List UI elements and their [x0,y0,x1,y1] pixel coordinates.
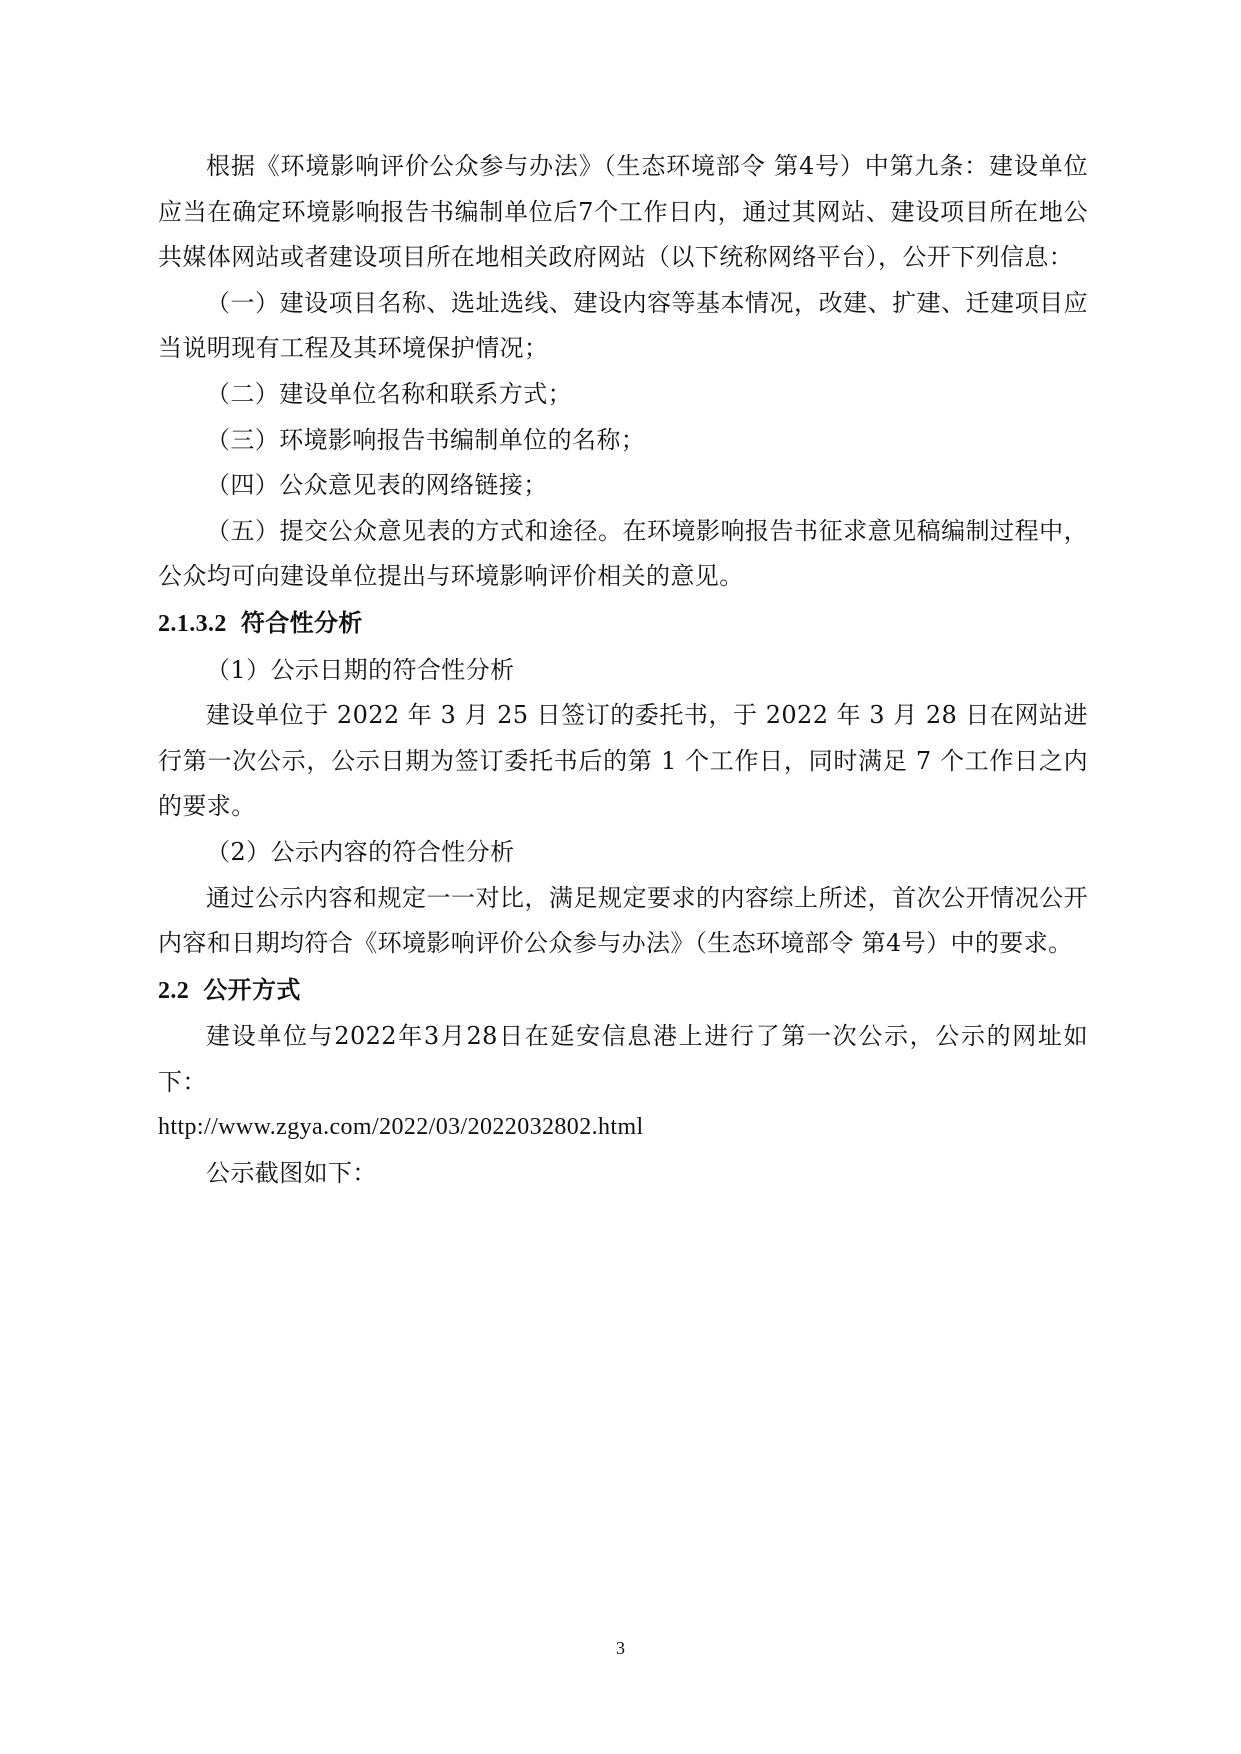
section-heading-conformity [158,600,1088,648]
paragraph-item-1: （一）建设项目名称、选址选线、建设内容等基本情况，改建、扩建、迁建项目应当说明现有工程及其环境保护情况； [158,288,1088,363]
section-title: 符合性分析 [240,607,363,637]
page-content [158,144,1088,1197]
paragraph-date-analysis: 建设单位于 2022 年 3 月 25 日签订的委托书，于 2022 年 3 月 28 日在网站进行第一次公示，公示日期为签订委托书后的第 1 个工作日，同时满足 7 个工作日之内的要求。 [158,701,1088,821]
paragraph-item-5: （五）提交公众意见表的方式和途径。在环境影响报告书征求意见稿编制过程中，公众均可向建设单位提出与环境影响评价相关的意见。 [158,516,1088,591]
page-number: 3 [616,1638,625,1658]
paragraph-subheading-date: （1）公示日期的符合性分析 [206,655,515,684]
section-title: 公开方式 [203,974,301,1004]
paragraph-disclosure: 建设单位与2022年3月28日在延安信息港上进行了第一次公示，公示的网址如下： [158,1022,1088,1096]
paragraph-screenshot-intro: 公示截图如下： [206,1159,377,1188]
section-heading-disclosure [158,967,1088,1015]
paragraph-legal-basis: 根据《环境影响评价公众参与办法》（生态环境部令 第4号）中第九条：建设单位应当在确定环境影响报告书编制单位后7个工作日内，通过其网站、建设项目所在地公共媒体网站或者建设项目所在地相关政府网站（以下统称网络平台），公开下列信息： [158,152,1088,272]
section-number: 2.2 [158,977,190,1004]
paragraph-item-2: （二）建设单位名称和联系方式； [206,379,572,408]
paragraph-item-3: （三）环境影响报告书编制单位的名称； [206,425,646,454]
paragraph-content-analysis: 通过公示内容和规定一一对比，满足规定要求的内容综上所述，首次公开情况公开内容和日期均符合《环境影响评价公众参与办法》（生态环境部令 第4号）中的要求。 [158,883,1088,958]
section-number: 2.1.3.2 [158,610,227,637]
disclosure-url: http://www.zgya.com/2022/03/2022032802.html [158,1114,644,1141]
paragraph-subheading-content: （2）公示内容的符合性分析 [206,837,515,866]
paragraph-item-4: （四）公众意见表的网络链接； [206,471,548,500]
